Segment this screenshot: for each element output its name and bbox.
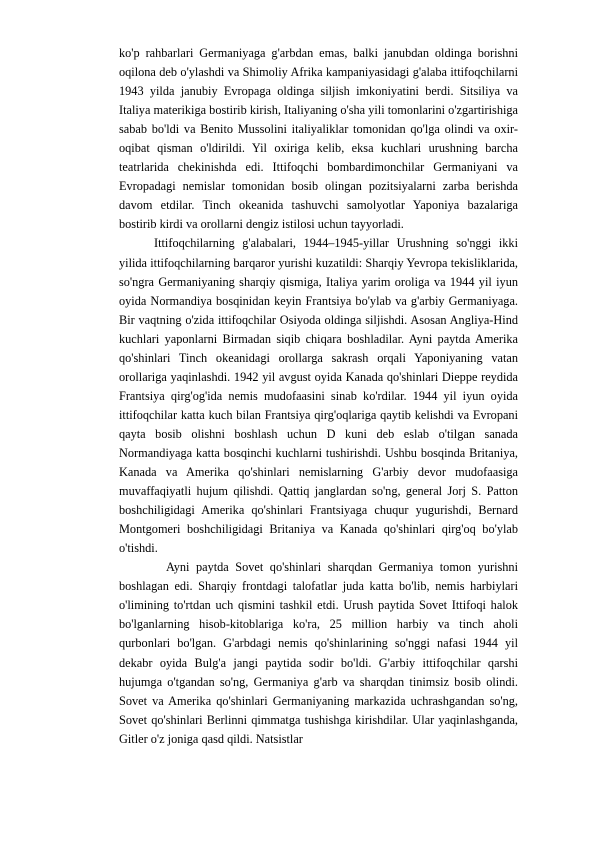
document-page	[119, 44, 518, 749]
paragraph-2: Ittifoqchilarning g'alabalari, 1944–1945-yillar Urushning so'nggi ikki yilida ittifoqchilarning barqaror yurishi kuzatildi: Sharqiy Yevropa tekisliklarida, so'ngra Germaniyaning sharqiy qismiga, Italiya yarim oroliga va 1944 yil iyun oyida Normandiya bosqinidan keyin Frantsiya bo'ylab va g'arbiy Germaniyaga. Bir vaqtning o'zida ittifoqchilar Osiyoda oldinga siljishdi. Asosan Angliya-Hind kuchlari yaponlarni Birmadan siqib chiqara boshladilar. Ayni paytda Amerika qo'shinlari Tinch okeanidagi orollarga sakrash orqali Yaponiyaning vatan orollariga yaqinlashdi. 1942 yil avgust oyida Kanada qo'shinlari Dieppe reydida Frantsiya qirg'og'ida nemis mudofaasini sinab ko'rdilar. 1944 yil iyun oyida ittifoqchilar katta kuch bilan Frantsiya qirg'oqlariga qaytib kelishdi va Evropani qayta bosib olishni boshlash uchun D kuni deb eslab o'tilgan sanada Normandiyaga katta bosqinchi kuchlarni tushirishdi. Ushbu bosqinda Britaniya, Kanada va Amerika qo'shinlari nemislarning G'arbiy devor mudofaasiga muvaffaqiyatli hujum qilishdi. Qattiq janglardan so'ng, general Jorj S. Patton boshchiligidagi Amerika qo'shinlari Frantsiyaga chuqur yugurishdi, Bernard Montgomeri boshchiligidagi Britaniya va Kanada qo'shinlari qirg'oq bo'ylab o'tishdi.	[119, 236, 518, 556]
paragraph-1: ko'p rahbarlari Germaniyaga g'arbdan emas, balki janubdan oldinga borishni oqilona deb o'ylashdi va Shimoliy Afrika kampaniyasidagi g'alaba ittifoqchilarni 1943 yilda janubiy Evropaga oldinga siljish imkoniyatini berdi. Sitsiliya va Italiya materikiga bostirib kirish, Italiyaning o'sha yili tomonlarini o'zgartirishiga sabab bo'ldi va Benito Mussolini italiyaliklar tomonidan qo'lga olindi va oxir-oqibat qisman o'ldirildi. Yil oxiriga kelib, eksa kuchlari urushning barcha teatrlarida chekinishda edi. Ittifoqchi bombardimonchilar Germaniyani va Evropadagi nemislar tomonidan bosib olingan pozitsiyalarni zarba berishda davom etdilar. Tinch okeanida tashuvchi samolyotlar Yaponiya bazalariga bostirib kirdi va orollarni dengiz istilosi uchun tayyorladi.	[119, 46, 518, 232]
paragraph-3: Ayni paytda Sovet qo'shinlari sharqdan Germaniya tomon yurishni boshlagan edi. Sharqiy frontdagi talofatlar juda katta bo'lib, nemis harbiylari o'limining to'rtdan uch qismini tashkil etdi. Urush paytida Sovet Ittifoqi halok bo'lganlarning hisob-kitoblariga ko'ra, 25 million harbiy va tinch aholi qurbonlari bo'lgan. G'arbdagi nemis qo'shinlarining so'nggi nafasi 1944 yil dekabr oyida Bulg'a jangi paytida sodir bo'ldi. G'arbiy ittifoqchilar qarshi hujumga o'tgandan so'ng, Germaniya g'arb va sharqdan tinimsiz bosib olindi. Sovet va Amerika qo'shinlari Germaniyaning markazida uchrashgandan so'ng, Sovet qo'shinlari Berlinni qimmatga tushishga kirishdilar. Ular yaqinlashganda, Gitler o'z joniga qasd qildi. Natsistlar	[119, 560, 518, 746]
